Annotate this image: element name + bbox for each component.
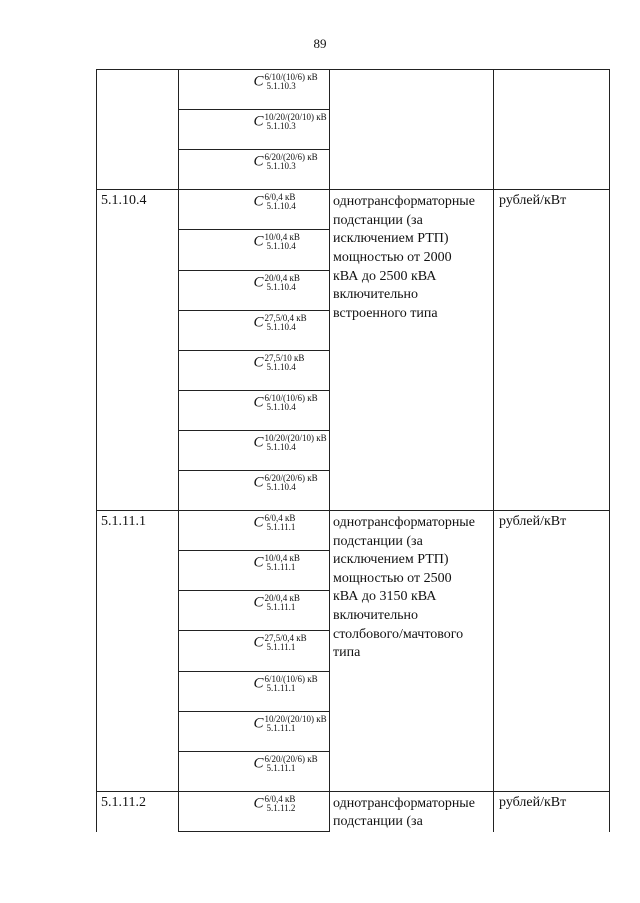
group-border [96,791,610,792]
group-border [96,189,610,190]
formula-subscript: 5.1.10.4 [266,482,296,492]
formula-symbol: C [253,755,264,772]
formula-superscript: 6/20/(20/6) кВ [264,473,318,483]
row-description [333,795,493,832]
cell-divider [178,630,330,631]
description-line: типа [333,645,361,661]
formula-indices [265,715,327,733]
formula-superscript: 6/0,4 кВ [264,793,296,804]
formula-superscript: 6/10/(10/6) кВ [264,673,318,684]
row-code: 5.1.11.1 [101,514,146,530]
formula-indices [265,354,305,372]
column-border [493,69,494,832]
formula-symbol: C [253,113,264,130]
description-line: исключением РТП) [333,552,449,568]
formula-indices [265,795,296,813]
cell-divider [178,711,330,712]
formula-indices [265,634,307,652]
row-unit: рублей/кВт [499,514,567,530]
description-line: мощностью от 2500 [333,570,452,586]
description-line: исключением РТП) [333,231,449,247]
description-line: однотрансформаторные [333,515,475,531]
row-unit: рублей/кВт [499,794,567,810]
formula-subscript: 5.1.11.1 [266,722,296,733]
cell-divider [178,310,330,311]
formula-subscript: 5.1.10.4 [266,321,296,332]
formula-superscript: 10/20/(20/10) кВ [264,713,327,724]
formula-symbol: C [253,153,264,170]
cell-divider [178,470,330,471]
formula-subscript: 5.1.10.4 [266,281,296,292]
cell-divider [178,350,330,351]
group-border [96,510,610,511]
formula-subscript: 5.1.10.4 [266,441,296,452]
formula-symbol: C [253,795,264,812]
formula-subscript: 5.1.10.3 [266,81,296,91]
formula-subscript: 5.1.11.2 [266,802,296,813]
column-border [609,69,610,832]
formula-symbol: C [253,314,264,331]
formula-superscript: 6/20/(20/6) кВ [264,152,318,163]
formula-indices [265,233,300,251]
row-code: 5.1.11.2 [101,794,146,810]
formula-superscript: 6/10/(10/6) кВ [264,72,318,82]
formula-indices [265,153,318,171]
description-line: включительно [333,608,419,624]
row-description [333,193,493,323]
formula-superscript: 27,5/10 кВ [264,352,305,363]
table-top-border [96,69,610,70]
formula-subscript: 5.1.11.1 [266,762,296,773]
formula-indices [265,394,318,412]
description-line: встроенного типа [333,305,438,321]
formula-superscript: 10/0,4 кВ [264,553,300,564]
formula-symbol: C [253,634,264,651]
formula-symbol: C [253,674,264,691]
column-border [329,69,330,832]
formula-superscript: 10/20/(20/10) кВ [264,432,327,443]
formula-subscript: 5.1.11.1 [266,602,296,613]
formula-indices [265,113,327,131]
formula-symbol: C [253,554,264,571]
formula-indices [265,73,318,91]
row-description [333,514,493,663]
formula-superscript: 27,5/0,4 кВ [264,633,307,644]
formula-superscript: 10/20/(20/10) кВ [264,112,327,123]
formula-subscript: 5.1.10.4 [266,361,296,372]
formula-indices [265,274,300,292]
formula-superscript: 27,5/0,4 кВ [264,312,307,323]
formula-superscript: 6/10/(10/6) кВ [264,392,318,403]
formula-symbol: C [253,715,264,732]
formula-symbol: C [253,193,264,210]
formula-subscript: 5.1.11.1 [266,642,296,653]
formula-indices [265,755,318,773]
formula-symbol: C [253,354,264,371]
cell-divider [178,149,330,150]
cell-divider [178,831,330,832]
formula-superscript: 20/0,4 кВ [264,272,300,283]
formula-symbol: C [253,514,264,531]
formula-superscript: 10/0,4 кВ [264,232,300,243]
cell-divider [178,109,330,110]
description-line: подстанции (за [333,533,423,549]
formula-superscript: 6/0,4 кВ [264,513,296,524]
cell-divider [178,270,330,271]
formula-indices [265,514,296,532]
description-line: однотрансформаторные [333,194,475,210]
formula-superscript: 20/0,4 кВ [264,593,300,604]
formula-symbol: C [253,474,264,491]
cell-divider [178,550,330,551]
formula-symbol: C [253,273,264,290]
description-line: мощностью от 2000 [333,250,452,266]
formula-symbol: C [253,73,264,90]
formula-indices [265,594,300,612]
formula-subscript: 5.1.10.4 [266,201,296,212]
column-border [96,69,97,832]
formula-superscript: 6/20/(20/6) кВ [264,753,318,764]
formula-symbol: C [253,233,264,250]
description-line: подстанции (за [333,212,423,228]
column-border [178,69,179,832]
formula-indices [265,554,300,572]
formula-subscript: 5.1.11.1 [266,682,296,693]
formula-subscript: 5.1.10.4 [266,401,296,412]
description-line: однотрансформаторные [333,795,475,811]
formula-subscript: 5.1.10.3 [266,121,296,132]
formula-indices [265,675,318,693]
cell-divider [178,590,330,591]
page-number: 89 [313,36,327,51]
row-unit: рублей/кВт [499,193,567,209]
formula-indices [265,193,296,211]
description-line: кВА до 2500 кВА [333,268,437,284]
formula-indices [265,474,318,492]
cell-divider [178,229,330,230]
row-code: 5.1.10.4 [101,193,147,209]
formula-symbol: C [253,594,264,611]
formula-indices [265,314,307,332]
formula-subscript: 5.1.10.4 [266,241,296,252]
description-line: столбового/мачтового [333,626,464,642]
cell-divider [178,390,330,391]
description-line: кВА до 3150 кВА [333,589,437,605]
formula-subscript: 5.1.10.3 [266,161,296,172]
formula-symbol: C [253,394,264,411]
description-line: включительно [333,287,419,303]
cell-divider [178,671,330,672]
description-line: подстанции (за [333,814,423,830]
formula-symbol: C [253,434,264,451]
formula-superscript: 6/0,4 кВ [264,192,296,203]
formula-subscript: 5.1.11.1 [266,522,296,533]
formula-subscript: 5.1.11.1 [266,562,296,573]
cell-divider [178,430,330,431]
formula-indices [265,434,327,452]
cell-divider [178,751,330,752]
